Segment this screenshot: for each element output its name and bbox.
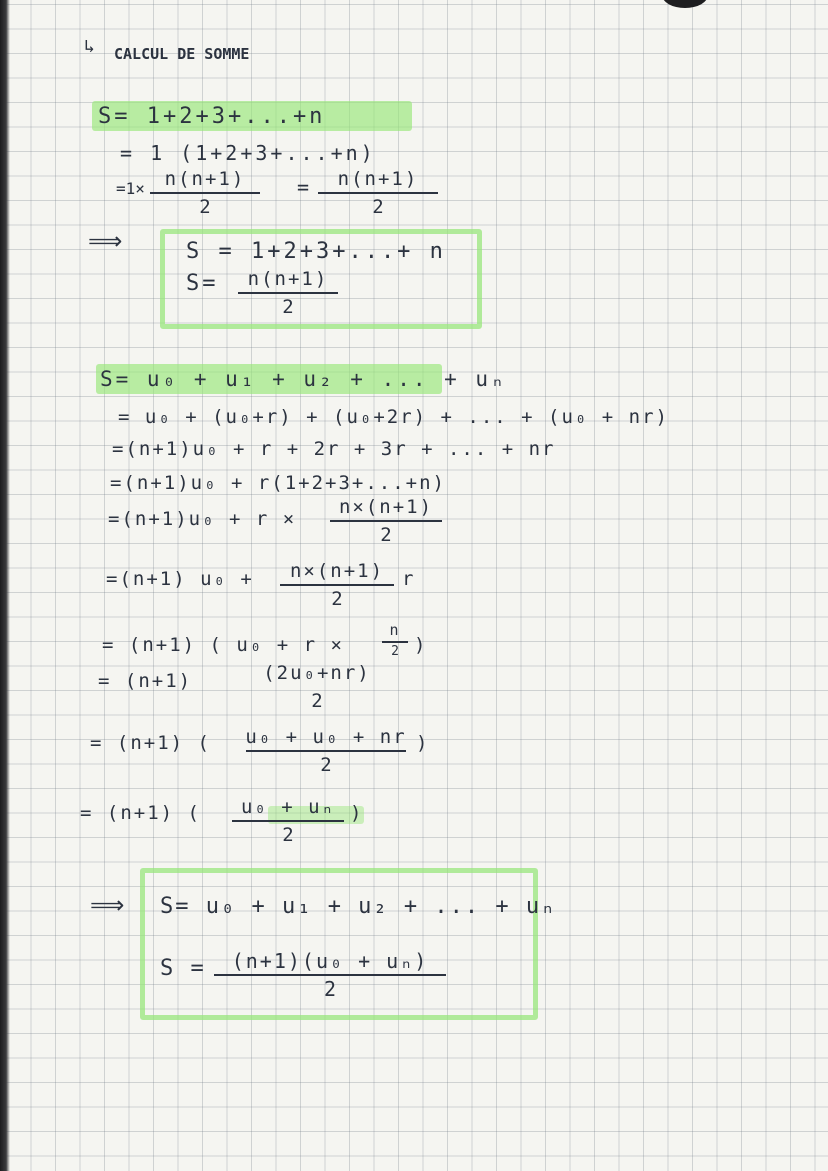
fraction-numerator: n [389,621,401,639]
sum-2-step-7-fraction [382,622,408,659]
sum-2-step-9-close: ) [416,732,431,754]
fraction-bar [382,641,408,643]
fraction-numerator: u₀ + u₀ + nr [245,726,407,748]
sum-2-step-2: = u₀ + (u₀+r) + (u₀+2r) + ... + (u₀ + nr) [118,406,669,428]
fraction-denominator: 2 [372,196,384,218]
fraction-denominator: 2 [331,588,343,610]
sum-2-step-9-prefix: = (n+1) ( [90,732,211,754]
fraction-numerator: (n+1)(u₀ + uₙ) [231,949,429,973]
sum-2-step-6-suffix: r [402,568,417,590]
page-title: CALCUL DE SOMME [114,45,250,63]
result-2-line-2-lhs: S = [160,956,206,981]
sum-2-step-7: = (n+1) ( u₀ + r × [102,634,344,656]
sum-2-step-9-fraction [246,726,406,776]
sum-1-definition: S= 1+2+3+...+n [98,104,326,129]
fraction-denominator: 2 [391,644,399,659]
implies-arrow-icon: ⟹ [88,227,123,255]
fraction-bar [238,292,338,294]
header-arrow: ↳ [84,36,95,57]
fraction-numerator: n(n+1) [247,268,329,290]
sum-2-step-10-prefix: = (n+1) ( [80,802,201,824]
sum-1-step-3-fraction [150,168,260,218]
result-1-fraction [238,268,338,318]
fraction-denominator: 2 [311,690,323,712]
fraction-numerator: (2u₀+nr) [263,662,371,684]
fraction-numerator: n(n+1) [164,168,246,190]
implies-arrow-icon: ⟹ [90,891,125,919]
sum-2-step-4: =(n+1)u₀ + r(1+2+3+...+n) [110,472,446,494]
sum-2-step-10-close: ) [350,802,365,824]
fraction-numerator: n×(n+1) [289,560,385,582]
fraction-bar [246,750,406,752]
fraction-bar [318,192,438,194]
result-2-fraction [214,950,446,1000]
fraction-numerator: n(n+1) [337,168,419,190]
sum-2-step-5-fraction [330,496,442,546]
sum-2-step-8-fraction [242,662,392,712]
result-2-line-1: S= u₀ + u₁ + u₂ + ... + uₙ [160,894,557,919]
fraction-denominator: 2 [323,977,337,1001]
sum-1-step-3b-fraction [318,168,438,218]
sum-2-step-3: =(n+1)u₀ + r + 2r + 3r + ... + nr [112,438,556,460]
sum-1-step-2: = 1 (1+2+3+...+n) [120,141,376,165]
fraction-bar [214,974,446,976]
fraction-numerator: n×(n+1) [338,496,434,518]
fraction-denominator: 2 [199,196,211,218]
sum-2-step-10-fraction [232,796,344,846]
fraction-bar [232,820,344,822]
result-1-line-1: S = 1+2+3+...+ n [186,239,446,264]
fraction-bar [330,520,442,522]
result-1-line-2-lhs: S= [186,271,219,296]
equals-sign: = [297,175,313,199]
sum-2-step-6-prefix: =(n+1) u₀ + [106,568,254,590]
fraction-denominator: 2 [282,296,294,318]
fraction-bar [280,584,394,586]
page-corner-shadow [662,0,708,8]
fraction-bar [150,192,260,194]
sum-2-step-5-prefix: =(n+1)u₀ + r × [108,508,297,530]
fraction-denominator: 2 [380,524,392,546]
sum-1-step-3-prefix: =1× [116,179,145,198]
fraction-numerator: u₀ + uₙ [240,796,336,818]
sum-2-definition: S= u₀ + u₁ + u₂ + ... + uₙ [100,367,507,391]
fraction-denominator: 2 [282,824,294,846]
sum-2-step-7-close: ) [414,634,429,656]
sum-2-step-8-prefix: = (n+1) [98,670,193,692]
fraction-bar [242,686,392,688]
sum-2-step-6-fraction [280,560,394,610]
fraction-denominator: 2 [320,754,332,776]
